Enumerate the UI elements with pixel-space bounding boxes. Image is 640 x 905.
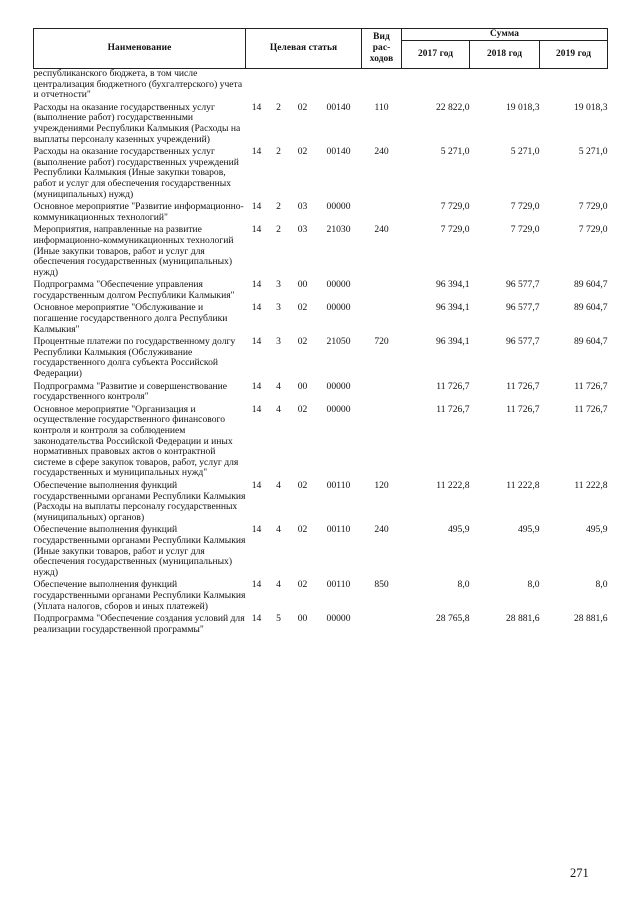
row-name: Расходы на оказание государственных услуг (выполнение работ) государственных учреждений Республики Калмыкия (Иные закупки товаров, работ и услуг для обеспечения государственных (муниципальных) нужд) [33, 146, 239, 200]
row-subprogram-code: 2 [276, 146, 281, 158]
row-subprogram-code: 4 [276, 403, 281, 415]
row-name: Обеспечение выполнения функций государственными органами Республики Калмыкия (Расходы на выплаты персоналу государственных (муниципальных) органов) [33, 479, 246, 523]
row-expense-type [362, 69, 402, 103]
row-sum-2018: 5 271,0 [510, 146, 540, 158]
row-sum-2019: 7 729,0 [578, 224, 608, 236]
row-expense-type: 850 [374, 579, 389, 591]
header-name: Наименование [34, 29, 246, 69]
row-sum-2019: 7 729,0 [578, 201, 608, 213]
row-sum-2018: 7 729,0 [510, 224, 540, 236]
row-sum-2019: 5 271,0 [578, 146, 608, 158]
row-name: республиканского бюджета, в том числе централизация бюджетного (бухгалтерского) учета и отчетности" [33, 68, 243, 101]
row-sum-2017: 28 765,8 [435, 613, 470, 625]
row-activity-code: 02 [297, 524, 308, 536]
table-row [34, 280, 608, 303]
row-subprogram-code [268, 69, 290, 103]
header-expense-type: Вид рас-ходов [362, 29, 402, 69]
row-sum-2019: 89 604,7 [573, 302, 608, 314]
row-activity-code: 02 [297, 302, 308, 314]
budget-table [33, 28, 608, 637]
row-sum-2019: 8,0 [595, 579, 608, 591]
header-sum: Сумма [402, 29, 608, 41]
table-row [34, 147, 608, 202]
row-program-code: 14 [251, 403, 262, 415]
row-direction-code: 00140 [326, 101, 351, 113]
row-program-code: 14 [251, 279, 262, 291]
row-name: Основное мероприятие "Организация и осуществление государственного финансового контроля и контроля за соблюдением законодательства Российской Федерации и иных нормативных правовых актов о контрактной системе в сфере закупок товаров, работ, услуг для государственных и муниципальных нужд" [33, 403, 239, 479]
row-direction-code: 00000 [326, 380, 351, 392]
row-direction-code: 21030 [326, 224, 351, 236]
row-activity-code: 02 [297, 479, 308, 491]
row-name: Процентные платежи по государственному долгу Республики Калмыкия (Обслуживание государственного долга субъекта Российской Федерации) [33, 336, 236, 380]
row-sum-2019: 495,9 [585, 524, 608, 536]
row-direction-code: 00000 [326, 279, 351, 291]
row-activity-code: 02 [297, 336, 308, 348]
row-expense-type: 240 [374, 146, 389, 158]
header-year-2018: 2018 год [470, 41, 540, 69]
row-expense-type: 720 [374, 336, 389, 348]
row-program-code: 14 [251, 579, 262, 591]
row-direction-code: 00110 [326, 479, 351, 491]
row-sum-2019 [540, 69, 608, 103]
table-row [34, 303, 608, 337]
row-subprogram-code: 2 [276, 224, 281, 236]
row-activity-code: 02 [297, 146, 308, 158]
row-activity-code [290, 69, 316, 103]
row-sum-2019: 11 726,7 [574, 380, 608, 392]
row-name: Подпрограмма "Развитие и совершенствование государственного контроля" [33, 380, 228, 403]
row-direction-code: 00000 [326, 613, 351, 625]
row-sum-2019: 89 604,7 [573, 336, 608, 348]
row-sum-2018: 495,9 [517, 524, 540, 536]
table-row [34, 614, 608, 637]
row-direction-code: 00000 [326, 403, 351, 415]
row-expense-type [362, 303, 402, 337]
row-subprogram-code: 3 [276, 336, 281, 348]
row-expense-type: 240 [374, 524, 389, 536]
row-expense-type [362, 382, 402, 405]
row-expense-type [362, 280, 402, 303]
row-program-code: 14 [251, 479, 262, 491]
row-name: Подпрограмма "Обеспечение управления государственным долгом Республики Калмыкия" [33, 279, 235, 301]
table-row [34, 103, 608, 147]
row-sum-2018: 11 726,7 [506, 380, 540, 392]
table-row [34, 225, 608, 280]
row-name: Расходы на оказание государственных услуг (выполнение работ) государственными учреждениями Республики Калмыкия (Расходы на выплаты персоналу казенных учреждений) [33, 101, 241, 145]
row-sum-2017: 11 726,7 [436, 403, 470, 415]
row-sum-2018 [470, 69, 540, 103]
table-body [34, 69, 608, 638]
row-subprogram-code: 4 [276, 380, 281, 392]
row-subprogram-code: 3 [276, 302, 281, 314]
row-direction-code: 00140 [326, 146, 351, 158]
row-program-code: 14 [251, 302, 262, 314]
row-direction-code: 21050 [326, 336, 351, 348]
row-name: Основное мероприятие "Развитие информационно-коммуникационных технологий" [33, 201, 244, 223]
row-sum-2017: 5 271,0 [440, 146, 470, 158]
row-program-code: 14 [251, 101, 262, 113]
row-program-code: 14 [251, 336, 262, 348]
row-activity-code: 00 [297, 279, 308, 291]
row-activity-code: 03 [297, 224, 308, 236]
row-sum-2018: 96 577,7 [505, 336, 540, 348]
row-sum-2018: 8,0 [527, 579, 540, 591]
row-activity-code: 00 [297, 613, 308, 625]
row-direction-code: 00110 [326, 579, 351, 591]
row-expense-type [362, 202, 402, 225]
row-sum-2018: 28 881,6 [505, 613, 540, 625]
header-year-2017: 2017 год [402, 41, 470, 69]
row-sum-2018: 96 577,7 [505, 302, 540, 314]
row-program-code: 14 [251, 380, 262, 392]
row-direction-code: 00000 [326, 302, 351, 314]
row-direction-code: 00000 [326, 201, 351, 213]
header-year-2019: 2019 год [540, 41, 608, 69]
row-sum-2018: 7 729,0 [510, 201, 540, 213]
row-expense-type: 240 [374, 224, 389, 236]
row-sum-2017: 96 394,1 [435, 302, 470, 314]
row-sum-2019: 19 018,3 [573, 101, 608, 113]
row-sum-2018: 11 726,7 [506, 403, 540, 415]
row-sum-2019: 89 604,7 [573, 279, 608, 291]
row-expense-type [362, 405, 402, 481]
row-name: Обеспечение выполнения функций государственными органами Республики Калмыкия (Уплата налогов, сборов и иных платежей) [33, 579, 246, 612]
table-row [34, 405, 608, 481]
table-row [34, 481, 608, 525]
row-subprogram-code: 4 [276, 479, 281, 491]
row-subprogram-code: 2 [276, 101, 281, 113]
row-program-code [246, 69, 268, 103]
table-header [34, 29, 608, 69]
header-target-article: Целевая статья [246, 29, 362, 69]
row-name: Мероприятия, направленные на развитие информационно-коммуникационных технологий (Иные закупки товаров, работ и услуг для обеспечения государственных (муниципальных) нужд) [33, 224, 234, 278]
row-direction-code: 00110 [326, 524, 351, 536]
row-sum-2017: 495,9 [447, 524, 470, 536]
page-number: 271 [570, 866, 589, 880]
table-row [34, 382, 608, 405]
table-row [34, 580, 608, 614]
table-row [34, 69, 608, 103]
row-sum-2017: 96 394,1 [435, 279, 470, 291]
table-row [34, 202, 608, 225]
row-sum-2018: 96 577,7 [505, 279, 540, 291]
row-program-code: 14 [251, 224, 262, 236]
row-subprogram-code: 4 [276, 579, 281, 591]
table-row [34, 337, 608, 381]
row-activity-code: 03 [297, 201, 308, 213]
row-sum-2017: 96 394,1 [435, 336, 470, 348]
row-sum-2019: 28 881,6 [573, 613, 608, 625]
row-expense-type: 110 [374, 101, 389, 113]
row-program-code: 14 [251, 146, 262, 158]
row-sum-2017: 8,0 [457, 579, 470, 591]
row-direction-code [316, 69, 362, 103]
row-name: Подпрограмма "Обеспечение создания условий для реализации государственной программы" [33, 613, 245, 635]
row-name: Обеспечение выполнения функций государственными органами Республики Калмыкия (Иные закупки товаров, работ и услуг для обеспечения государственных (муниципальных) нужд) [33, 524, 246, 578]
row-subprogram-code: 2 [276, 201, 281, 213]
row-sum-2019: 11 222,8 [574, 479, 608, 491]
row-program-code: 14 [251, 201, 262, 213]
table-row [34, 525, 608, 580]
row-subprogram-code: 4 [276, 524, 281, 536]
row-sum-2017: 7 729,0 [440, 224, 470, 236]
row-activity-code: 02 [297, 579, 308, 591]
row-program-code: 14 [251, 524, 262, 536]
row-name: Основное мероприятие "Обслуживание и погашение государственного долга Республики Калмыкия" [33, 302, 228, 335]
row-subprogram-code: 3 [276, 279, 281, 291]
row-activity-code: 02 [297, 403, 308, 415]
row-sum-2019: 11 726,7 [574, 403, 608, 415]
row-sum-2017: 7 729,0 [440, 201, 470, 213]
row-sum-2018: 19 018,3 [505, 101, 540, 113]
row-sum-2017: 11 726,7 [436, 380, 470, 392]
row-sum-2017: 11 222,8 [436, 479, 470, 491]
row-sum-2018: 11 222,8 [506, 479, 540, 491]
row-activity-code: 02 [297, 101, 308, 113]
row-expense-type: 120 [374, 479, 389, 491]
row-sum-2017: 22 822,0 [435, 101, 470, 113]
row-subprogram-code: 5 [276, 613, 281, 625]
row-expense-type [362, 614, 402, 637]
row-activity-code: 00 [297, 380, 308, 392]
row-sum-2017 [402, 69, 470, 103]
row-program-code: 14 [251, 613, 262, 625]
